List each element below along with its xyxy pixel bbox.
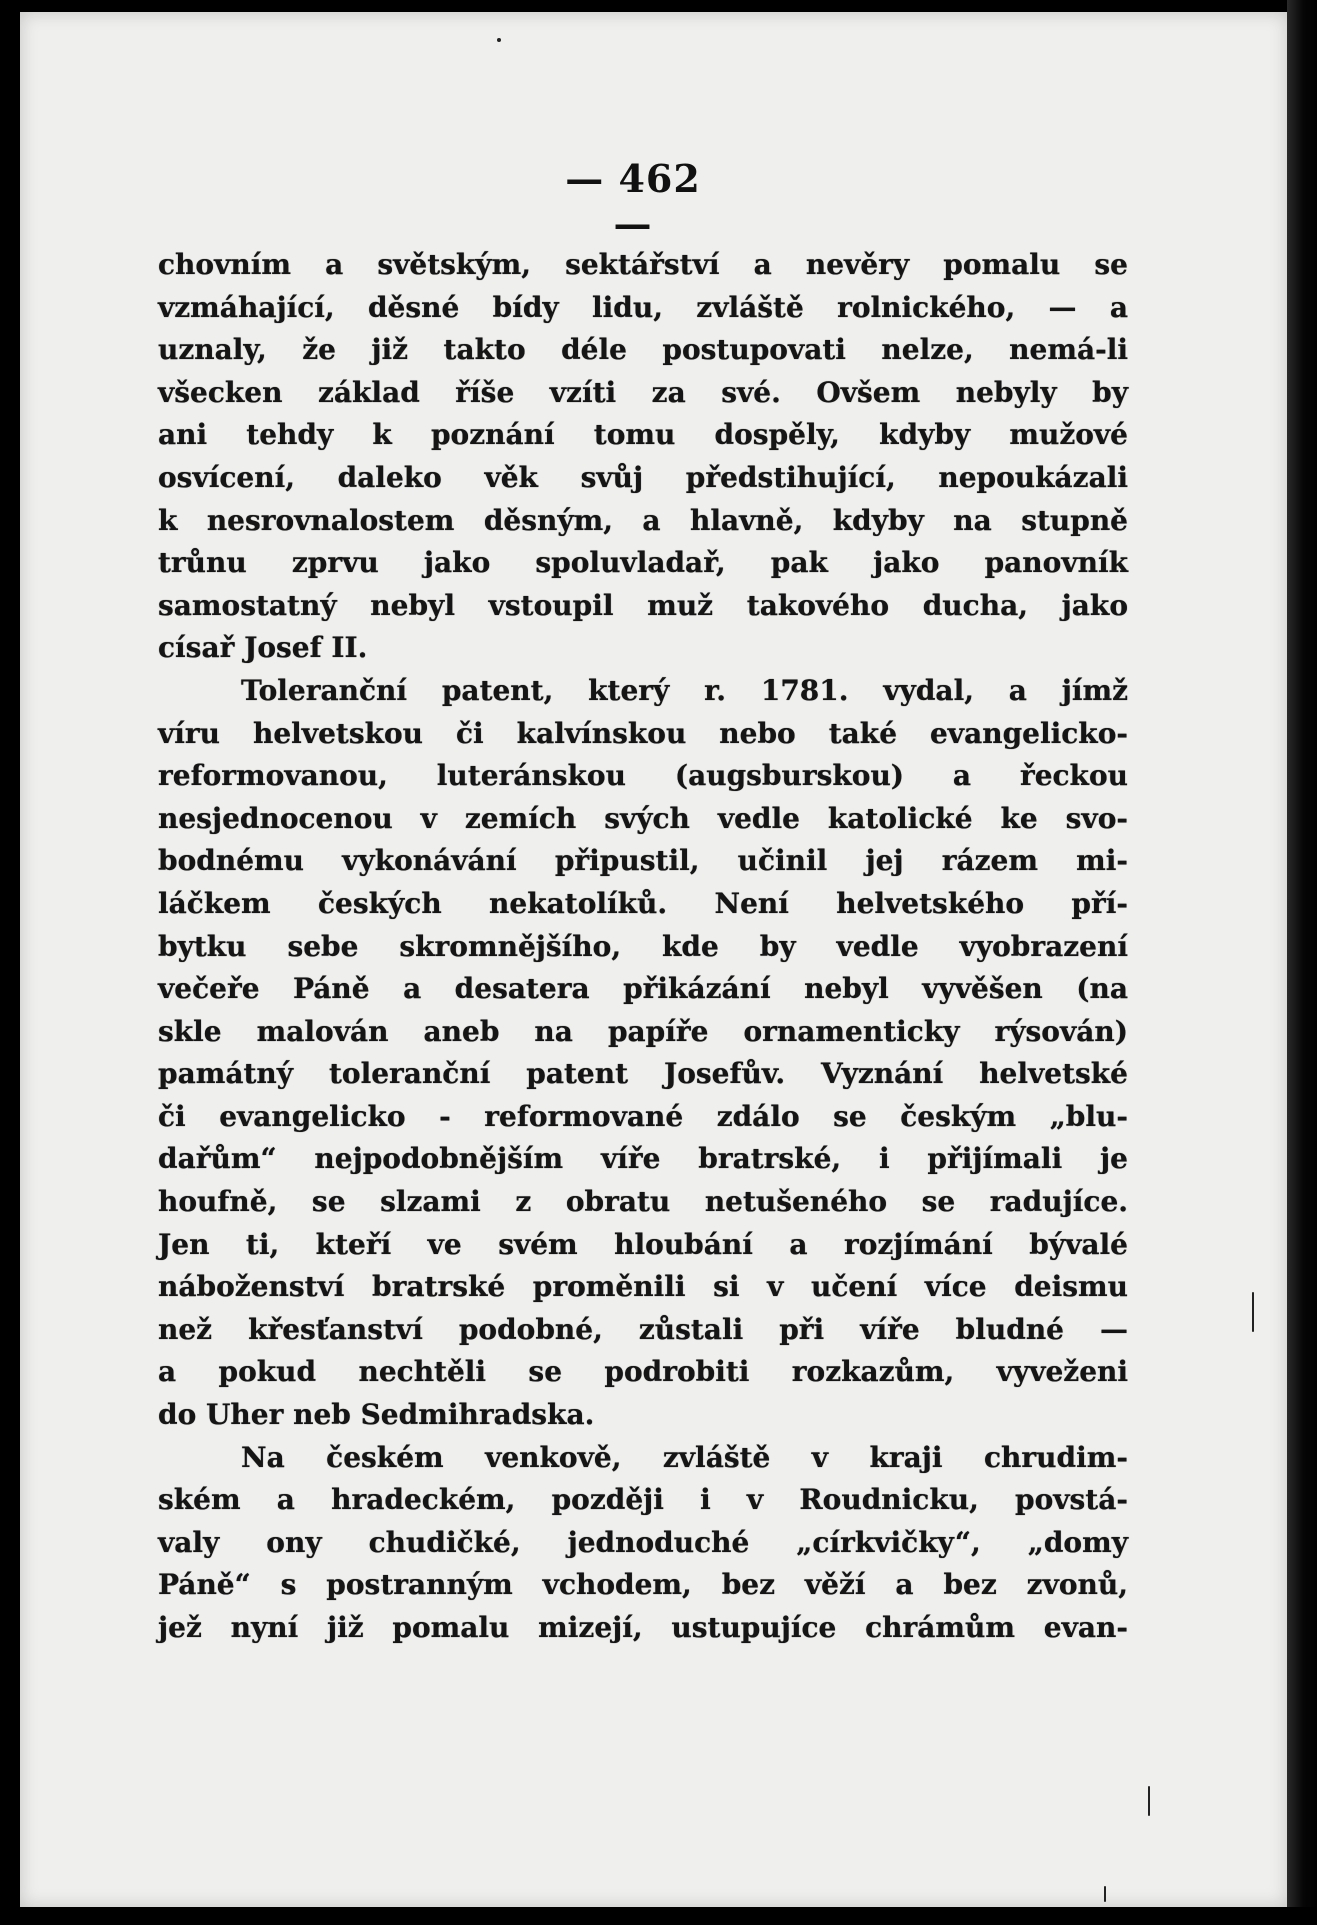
text-line: Na českém venkově, zvláště v kraji chrudim-: [241, 1440, 1128, 1474]
text-line: či evangelicko - reformované zdálo se českým „blu-: [158, 1099, 1128, 1133]
scan-speck: [1104, 1886, 1106, 1902]
text-line: bodnému vykonávání připustil, učinil jej rázem mi-: [158, 844, 1128, 878]
text-line: víru helvetskou či kalvínskou nebo také evangelicko-: [158, 716, 1128, 750]
text-line: Toleranční patent, který r. 1781. vydal, a jímž: [241, 673, 1128, 707]
text-line: ském a hradeckém, později i v Roudnicku, povstá-: [158, 1483, 1128, 1517]
text-line: osvícení, daleko věk svůj předstihující, nepoukázali: [158, 460, 1128, 494]
text-line: náboženství bratrské proměnili si v učení více deismu: [158, 1270, 1128, 1304]
text-line: Jen ti, kteří ve svém hloubání a rozjímání bývalé: [158, 1227, 1128, 1261]
page-number: — 462 —: [565, 156, 701, 246]
text-line: a pokud nechtěli se podrobiti rozkazům, vyveženi: [158, 1355, 1128, 1389]
scan-speck: [1252, 1292, 1254, 1332]
text-line: skle malován aneb na papíře ornamenticky rýsován): [158, 1014, 1128, 1048]
text-line: samostatný nebyl vstoupil muž takového ducha, jako: [158, 588, 1128, 622]
text-line: valy ony chudičké, jednoduché „církvičky“, „domy: [158, 1525, 1128, 1559]
text-line: jež nyní již pomalu mizejí, ustupujíce chrámům evan-: [158, 1611, 1128, 1644]
text-line: Páně“ s postranným vchodem, bez věží a bez zvonů,: [158, 1568, 1128, 1602]
scan-border-right: [1287, 0, 1317, 1925]
text-line: památný toleranční patent Josefův. Vyznání helvetské: [158, 1057, 1128, 1091]
text-line: císař Josef II.: [158, 631, 368, 665]
text-line: bytku sebe skromnějšího, kde by vedle vyobrazení: [158, 929, 1128, 963]
text-line: uznaly, že již takto déle postupovati nelze, nemá-li: [158, 333, 1128, 367]
text-line: chovním a světským, sektářství a nevěry pomalu se: [158, 248, 1128, 281]
text-line: nesjednocenou v zemích svých vedle katolické ke svo-: [158, 801, 1128, 835]
scan-speck: [497, 38, 501, 42]
text-line: večeře Páně a desatera přikázání nebyl vyvěšen (na: [158, 972, 1128, 1006]
text-line: do Uher neb Sedmihradska.: [158, 1398, 595, 1432]
text-line: všecken základ říše vzíti za své. Ovšem nebyly by: [158, 375, 1128, 409]
text-line: než křesťanství podobné, zůstali při víře bludné —: [158, 1312, 1128, 1346]
text-line: reformovanou, luteránskou (augsburskou) a řeckou: [158, 759, 1128, 793]
text-line: ani tehdy k poznání tomu dospěly, kdyby mužové: [158, 418, 1128, 452]
body-text: [158, 244, 1128, 1650]
text-line: dařům“ nejpodobnějším víře bratrské, i přijímali je: [158, 1142, 1128, 1176]
text-line: láčkem českých nekatolíků. Není helvetského pří-: [158, 886, 1128, 920]
text-line: houfně, se slzami z obratu netušeného se radujíce.: [158, 1185, 1128, 1219]
scan-border-bottom: [0, 1907, 1317, 1925]
text-line: vzmáhající, děsné bídy lidu, zvláště rolnického, — a: [158, 290, 1128, 324]
scan-speck: [1148, 1786, 1150, 1816]
text-line: k nesrovnalostem děsným, a hlavně, kdyby na stupně: [158, 503, 1128, 537]
text-line: trůnu zprvu jako spoluvladař, pak jako panovník: [158, 546, 1128, 580]
